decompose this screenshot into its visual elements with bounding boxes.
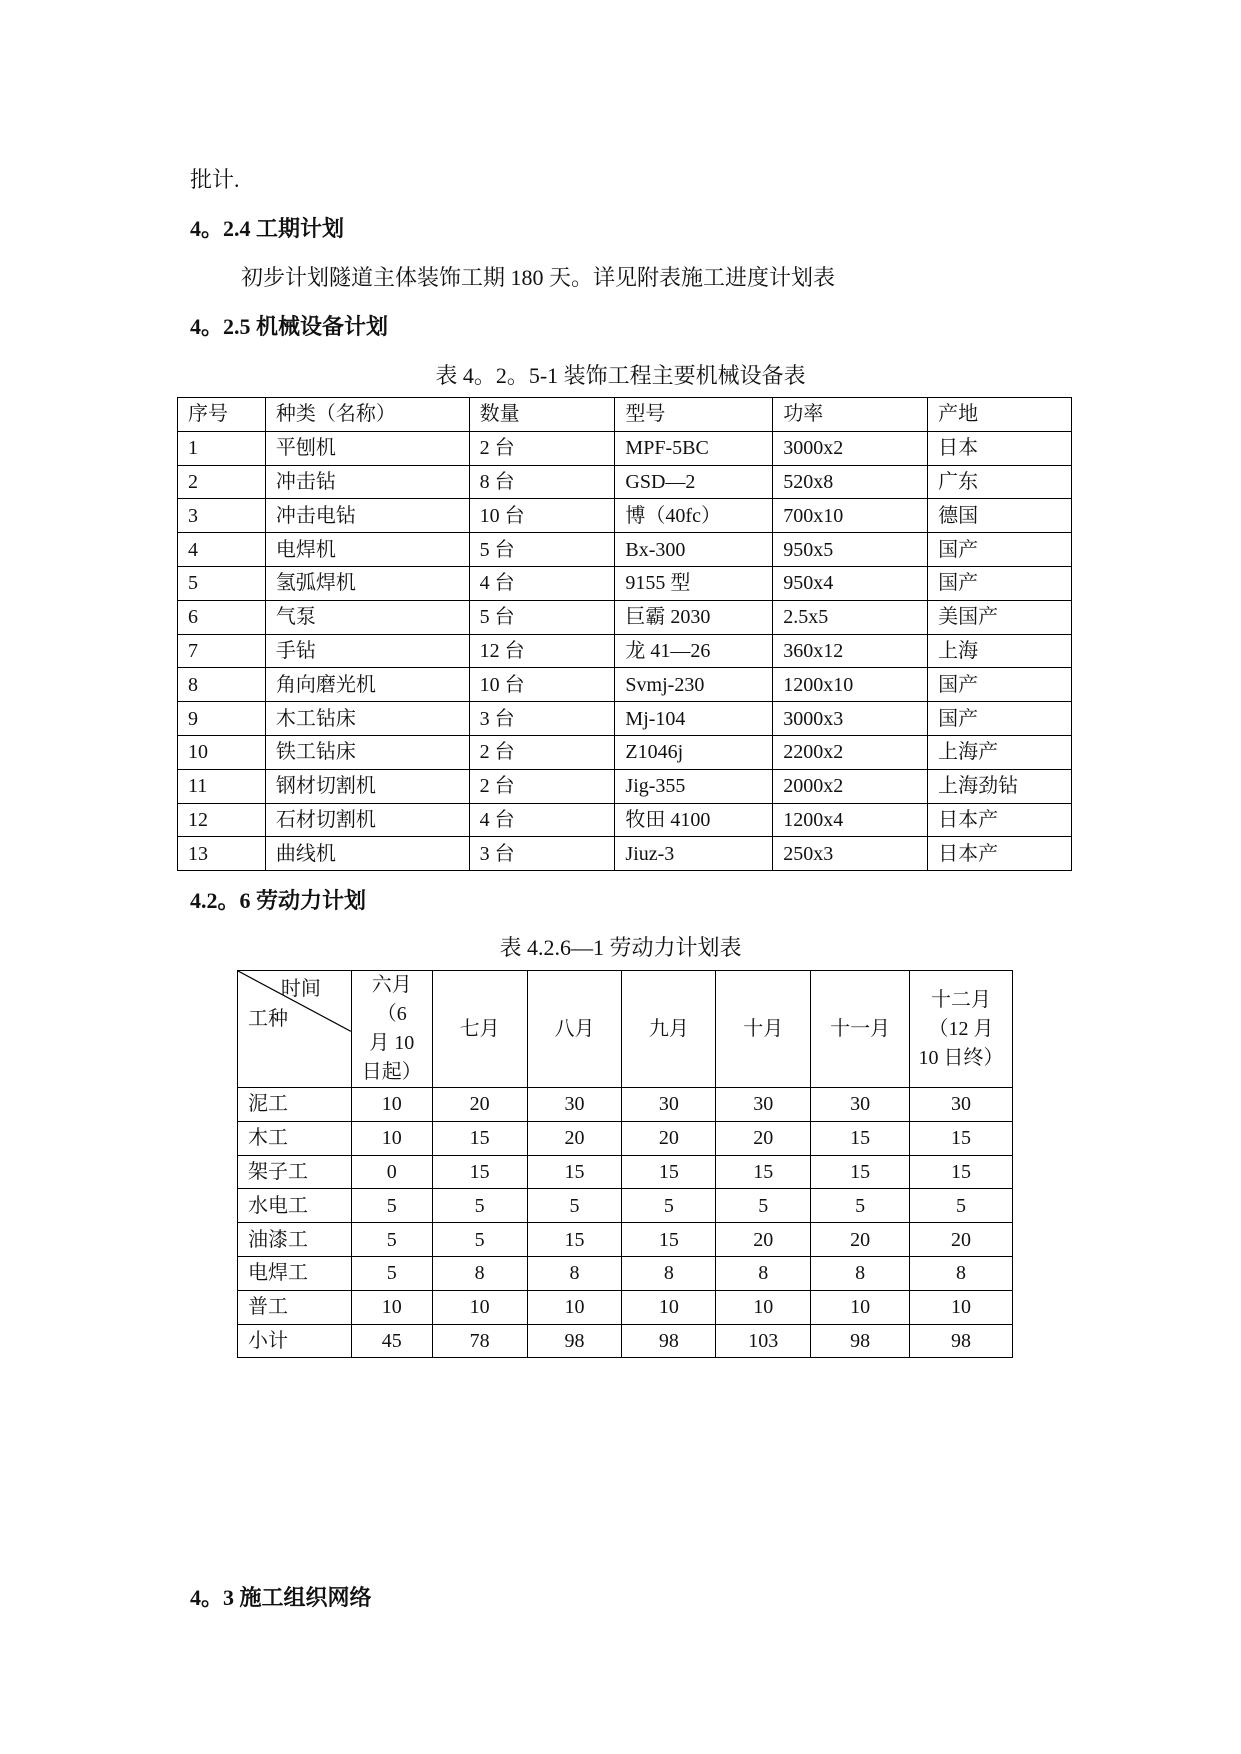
trade-name-cell: 电焊工 — [238, 1256, 352, 1290]
table-cell: 15 — [527, 1155, 622, 1189]
column-header: 种类（名称） — [265, 398, 469, 432]
table-row — [238, 1189, 1013, 1223]
equipment-table-caption: 表 4。2。5-1 装饰工程主要机械设备表 — [435, 363, 806, 388]
table-cell: 8 — [811, 1256, 910, 1290]
table-cell: 3000x2 — [773, 431, 928, 465]
table-cell: 98 — [811, 1324, 910, 1358]
column-header: 数量 — [469, 398, 615, 432]
table-cell: 20 — [622, 1121, 716, 1155]
table-cell: 5 — [432, 1223, 527, 1257]
table-cell: 8 — [178, 668, 266, 702]
labor-table-caption: 表 4.2.6—1 劳动力计划表 — [499, 935, 742, 960]
table-cell: 日本产 — [928, 837, 1072, 871]
month-header-line: 10 日终） — [918, 1046, 1004, 1069]
table-cell: 15 — [910, 1155, 1013, 1189]
table-cell: 冲击钻 — [265, 465, 469, 499]
table-cell: 98 — [622, 1324, 716, 1358]
table-cell: 铁工钻床 — [265, 735, 469, 769]
table-header-row — [178, 398, 1072, 432]
corner-label-time: 时间 — [280, 978, 321, 1000]
table-cell: GSD—2 — [615, 465, 773, 499]
table-cell: 10 — [527, 1290, 622, 1324]
labor-table-corner-cell — [238, 971, 352, 1088]
table-row — [178, 702, 1072, 736]
table-cell: 11 — [178, 769, 266, 803]
table-cell: 20 — [432, 1088, 527, 1122]
table-cell: 15 — [910, 1121, 1013, 1155]
table-cell: 5 — [351, 1223, 432, 1257]
table-cell: 2000x2 — [773, 769, 928, 803]
table-cell: 20 — [910, 1223, 1013, 1257]
table-row — [178, 600, 1072, 634]
table-cell: 手钻 — [265, 634, 469, 668]
table-cell: 国产 — [928, 566, 1072, 600]
table-cell: 1 — [178, 431, 266, 465]
table-row — [238, 1155, 1013, 1189]
month-header-line: 月 10 — [369, 1032, 415, 1054]
table-cell: 1200x10 — [773, 668, 928, 702]
table-cell: 5 台 — [469, 600, 615, 634]
heading-4-2-5: 4。2.5 机械设备计划 — [190, 314, 389, 339]
month-header-line: 日起） — [361, 1061, 422, 1083]
table-cell: 上海产 — [928, 735, 1072, 769]
month-header — [622, 971, 716, 1088]
trade-name-cell: 泥工 — [238, 1088, 352, 1122]
table-cell: 5 — [527, 1189, 622, 1223]
table-cell: 8 — [432, 1256, 527, 1290]
table-cell: 950x5 — [773, 533, 928, 567]
table-row — [178, 634, 1072, 668]
table-cell: 30 — [811, 1088, 910, 1122]
table-cell: 30 — [622, 1088, 716, 1122]
table-cell: 德国 — [928, 499, 1072, 533]
intro-fragment: 批计. — [190, 167, 240, 192]
month-header-line: 八月 — [554, 1017, 595, 1040]
table-cell: Svmj-230 — [615, 668, 773, 702]
table-cell: 10 — [716, 1290, 811, 1324]
month-header — [811, 971, 910, 1088]
table-cell: 15 — [811, 1121, 910, 1155]
table-row — [178, 803, 1072, 837]
month-header — [432, 971, 527, 1088]
table-cell: 10 — [910, 1290, 1013, 1324]
table-cell: 3 — [178, 499, 266, 533]
table-cell: 98 — [910, 1324, 1013, 1358]
table-cell: 曲线机 — [265, 837, 469, 871]
column-header: 型号 — [615, 398, 773, 432]
table-cell: 15 — [432, 1121, 527, 1155]
heading-4-3: 4。3 施工组织网络 — [190, 1585, 372, 1610]
table-row — [238, 1088, 1013, 1122]
month-header-line: （12 月 — [928, 1017, 994, 1040]
corner-label-trade: 工种 — [248, 1008, 288, 1030]
table-cell: 3 台 — [469, 837, 615, 871]
month-header-line: 十月 — [743, 1017, 784, 1040]
table-cell: 20 — [527, 1121, 622, 1155]
table-row — [178, 566, 1072, 600]
table-cell: 石材切割机 — [265, 803, 469, 837]
month-header-line: 十一月 — [830, 1017, 891, 1040]
table-row — [178, 769, 1072, 803]
heading-4-2-4: 4。2.4 工期计划 — [190, 216, 345, 241]
table-cell: 日本 — [928, 431, 1072, 465]
table-cell: 10 — [432, 1290, 527, 1324]
table-cell: 10 — [351, 1121, 432, 1155]
table-cell: 20 — [716, 1223, 811, 1257]
table-cell: 3000x3 — [773, 702, 928, 736]
table-cell: Bx-300 — [615, 533, 773, 567]
table-cell: 4 台 — [469, 566, 615, 600]
table-cell: 10 — [811, 1290, 910, 1324]
table-cell: 5 台 — [469, 533, 615, 567]
table-cell: 龙 41—26 — [615, 634, 773, 668]
table-cell: 30 — [910, 1088, 1013, 1122]
table-cell: 国产 — [928, 533, 1072, 567]
month-header-line: 九月 — [648, 1017, 689, 1040]
column-header: 序号 — [178, 398, 266, 432]
table-cell: 巨霸 2030 — [615, 600, 773, 634]
table-cell: 3 台 — [469, 702, 615, 736]
table-cell: Jiuz-3 — [615, 837, 773, 871]
table-cell: 78 — [432, 1324, 527, 1358]
table-cell: 10 — [622, 1290, 716, 1324]
table-row — [178, 499, 1072, 533]
table-cell: 15 — [622, 1155, 716, 1189]
month-header — [910, 971, 1013, 1088]
table-cell: 950x4 — [773, 566, 928, 600]
table-cell: 10 台 — [469, 668, 615, 702]
table-cell: 13 — [178, 837, 266, 871]
table-cell: 15 — [527, 1223, 622, 1257]
trade-name-cell: 小计 — [238, 1324, 352, 1358]
table-cell: 角向磨光机 — [265, 668, 469, 702]
table-cell: 8 — [716, 1256, 811, 1290]
table-cell: 牧田 4100 — [615, 803, 773, 837]
table-cell: 15 — [716, 1155, 811, 1189]
table-cell: 2200x2 — [773, 735, 928, 769]
table-cell: 9155 型 — [615, 566, 773, 600]
table-cell: 10 — [351, 1088, 432, 1122]
table-row — [238, 1223, 1013, 1257]
table-cell: 5 — [351, 1256, 432, 1290]
table-row — [178, 837, 1072, 871]
table-cell: 15 — [432, 1155, 527, 1189]
table-cell: 气泵 — [265, 600, 469, 634]
trade-name-cell: 油漆工 — [238, 1223, 352, 1257]
trade-name-cell: 架子工 — [238, 1155, 352, 1189]
table-cell: 10 — [351, 1290, 432, 1324]
table-row — [178, 465, 1072, 499]
table-row — [178, 533, 1072, 567]
table-cell: 20 — [811, 1223, 910, 1257]
table-cell: 5 — [716, 1189, 811, 1223]
table-cell: 2.5x5 — [773, 600, 928, 634]
table-cell: 冲击电钻 — [265, 499, 469, 533]
table-cell: 30 — [716, 1088, 811, 1122]
table-cell: Jig-355 — [615, 769, 773, 803]
table-cell: 520x8 — [773, 465, 928, 499]
month-header-line: 七月 — [459, 1017, 500, 1040]
table-cell: Z1046j — [615, 735, 773, 769]
table-cell: 5 — [178, 566, 266, 600]
table-cell: 国产 — [928, 702, 1072, 736]
table-row — [238, 1121, 1013, 1155]
table-cell: 钢材切割机 — [265, 769, 469, 803]
table-cell: 国产 — [928, 668, 1072, 702]
table-cell: 6 — [178, 600, 266, 634]
table-cell: 250x3 — [773, 837, 928, 871]
equipment-table — [177, 397, 1072, 871]
table-cell: 2 — [178, 465, 266, 499]
table-cell: 1200x4 — [773, 803, 928, 837]
table-cell: 美国产 — [928, 600, 1072, 634]
table-cell: 30 — [527, 1088, 622, 1122]
table-cell: 10 台 — [469, 499, 615, 533]
table-row — [238, 1324, 1013, 1358]
table-cell: 日本产 — [928, 803, 1072, 837]
table-cell: 8 台 — [469, 465, 615, 499]
table-cell: 上海劲钻 — [928, 769, 1072, 803]
trade-name-cell: 木工 — [238, 1121, 352, 1155]
column-header: 功率 — [773, 398, 928, 432]
table-cell: 8 — [622, 1256, 716, 1290]
table-cell: 7 — [178, 634, 266, 668]
table-cell: 45 — [351, 1324, 432, 1358]
month-header — [527, 971, 622, 1088]
table-cell: 5 — [351, 1189, 432, 1223]
table-cell: 360x12 — [773, 634, 928, 668]
table-cell: 0 — [351, 1155, 432, 1189]
table-cell: 2 台 — [469, 431, 615, 465]
table-row — [178, 431, 1072, 465]
table-cell: 广东 — [928, 465, 1072, 499]
table-row — [178, 735, 1072, 769]
table-cell: 9 — [178, 702, 266, 736]
month-header — [716, 971, 811, 1088]
table-cell: 博（40fc） — [615, 499, 773, 533]
table-cell: 8 — [910, 1256, 1013, 1290]
table-cell: 5 — [910, 1189, 1013, 1223]
table-cell: 5 — [432, 1189, 527, 1223]
labor-table — [237, 970, 1013, 1358]
table-cell: 98 — [527, 1324, 622, 1358]
table-cell: 10 — [178, 735, 266, 769]
table-cell: 15 — [622, 1223, 716, 1257]
heading-4-2-6: 4.2。6 劳动力计划 — [190, 888, 367, 913]
table-cell: Mj-104 — [615, 702, 773, 736]
table-cell: 12 台 — [469, 634, 615, 668]
table-cell: 5 — [622, 1189, 716, 1223]
table-cell: 氢弧焊机 — [265, 566, 469, 600]
table-cell: 8 — [527, 1256, 622, 1290]
table-cell: 上海 — [928, 634, 1072, 668]
table-cell: 电焊机 — [265, 533, 469, 567]
table-cell: 2 台 — [469, 735, 615, 769]
table-row — [238, 1290, 1013, 1324]
table-cell: 12 — [178, 803, 266, 837]
table-cell: 4 台 — [469, 803, 615, 837]
table-cell: 20 — [716, 1121, 811, 1155]
trade-name-cell: 普工 — [238, 1290, 352, 1324]
month-header-line: 六月 — [371, 974, 412, 996]
table-cell: 15 — [811, 1155, 910, 1189]
schedule-paragraph: 初步计划隧道主体装饰工期 180 天。详见附表施工进度计划表 — [241, 265, 836, 290]
table-row — [238, 1256, 1013, 1290]
table-cell: 5 — [811, 1189, 910, 1223]
column-header: 产地 — [928, 398, 1072, 432]
table-row — [178, 668, 1072, 702]
trade-name-cell: 水电工 — [238, 1189, 352, 1223]
table-cell: 4 — [178, 533, 266, 567]
month-header-line: （6 — [376, 1003, 407, 1025]
table-cell: 平刨机 — [265, 431, 469, 465]
table-cell: 2 台 — [469, 769, 615, 803]
table-cell: MPF-5BC — [615, 431, 773, 465]
table-cell: 103 — [716, 1324, 811, 1358]
month-header — [351, 971, 432, 1088]
table-cell: 700x10 — [773, 499, 928, 533]
table-cell: 木工钻床 — [265, 702, 469, 736]
month-header-line: 十二月 — [931, 988, 992, 1011]
